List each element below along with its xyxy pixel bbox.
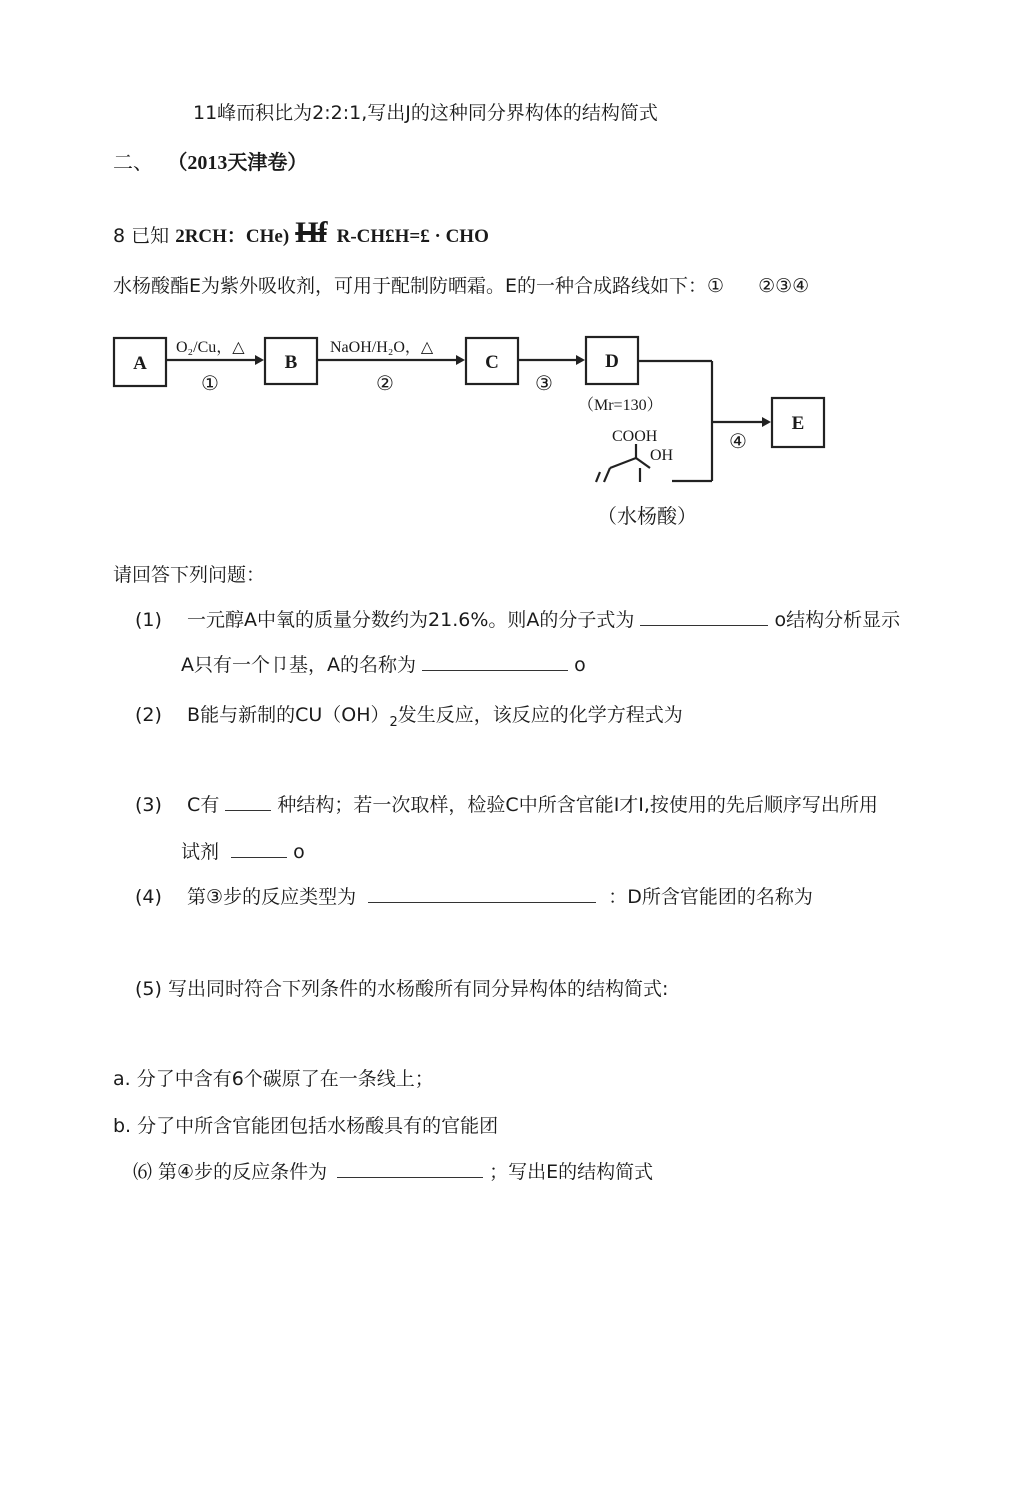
box-b-label: B: [284, 352, 298, 373]
question-4: [135, 884, 813, 910]
answer-blank-step-4-conditions[interactable]: [337, 1159, 483, 1178]
question-3-text-c: 试剂: [181, 841, 220, 863]
intro-body: 水杨酸酯E为紫外吸收剂，可用于配制防晒霜。E的一种合成路线如下：①: [113, 275, 725, 297]
question-2: [135, 702, 683, 736]
arrow-1-reagent: O₂/Cu，△: [176, 339, 245, 356]
given-formula-left: 2RCH：CHe): [175, 226, 290, 247]
intro-tail: ②③④: [758, 275, 810, 297]
arrow-4-step: ④: [729, 431, 747, 453]
question-4-text-a: 第③步的反应类型为: [187, 886, 357, 908]
answer-prompt: 请回答下列问题：: [113, 564, 266, 586]
question-1-text-a: 一元醇A中氧的质量分数约为21.6%。则A的分子式为: [187, 609, 635, 631]
question-1-text-c: A只有一个卩基，A的名称为: [181, 654, 416, 676]
section-prefix: 二、: [113, 150, 153, 174]
question-2-text-a: B能与新制的CU（OH）: [187, 704, 390, 726]
question-1-line-2: [181, 652, 586, 678]
answer-blank-reagents[interactable]: [231, 839, 287, 858]
question-4-number: (4): [135, 886, 162, 908]
box-d-label: D: [605, 351, 619, 372]
question-1-line-1: [135, 607, 900, 633]
salicylic-cooh: COOH: [612, 428, 658, 445]
question-4-text-b: ：D所含官能团的名称为: [608, 886, 813, 908]
question-6-text-a: ⑹ 第④步的反应条件为: [133, 1161, 328, 1183]
question-2-subscript: 2: [389, 715, 398, 730]
given-formula-right: R-CH£H=£ · CHO: [336, 226, 489, 247]
question-3-text-a: C有: [187, 794, 220, 816]
given-formula-garble: Hf: [295, 216, 327, 249]
condition-a: a. 分了中含有6个碳原了在一条线上；: [113, 1068, 434, 1090]
question-2-text-b: 发生反应，该反应的化学方程式为: [397, 704, 683, 726]
question-1-number: (1): [135, 609, 162, 631]
answer-blank-c-structures[interactable]: [225, 792, 271, 811]
question-8-number: 8 已知: [113, 225, 170, 247]
question-1-text-d: o: [574, 654, 586, 676]
synthesis-scheme: [0, 0, 1024, 540]
box-a-label: A: [133, 353, 147, 374]
d-molar-mass: （Mr=130）: [578, 397, 663, 414]
box-c-label: C: [485, 352, 499, 373]
question-3-text-b: 种结构；若一次取样，检验C中所含官能I才I,按使用的先后顺序写出所用: [277, 794, 878, 816]
answer-blank-a-name[interactable]: [422, 652, 568, 671]
question-5: (5) 写出同时符合下列条件的水杨酸所有同分异构体的结构简式:: [135, 978, 669, 1000]
section-title: （2013天津卷）: [167, 152, 308, 174]
answer-blank-molecular-formula[interactable]: [640, 607, 768, 626]
question-3-text-d: o: [293, 841, 305, 863]
arrow-2-reagent: NaOH/H₂O，△: [330, 339, 434, 356]
question-1-text-b: o结构分析显示: [774, 609, 901, 631]
top-line: 11峰而积比为2:2:1,写出J的这种同分界构体的结构简式: [193, 102, 658, 124]
question-3-line-2: [181, 839, 305, 865]
question-3-line-1: [135, 792, 878, 818]
box-e-label: E: [791, 413, 805, 434]
arrow-3-step: ③: [535, 373, 553, 395]
salicylic-caption: （水杨酸）: [597, 504, 697, 528]
question-2-number: (2): [135, 704, 162, 726]
arrow-1-step: ①: [201, 373, 219, 395]
question-3-number: (3): [135, 794, 162, 816]
answer-blank-reaction-type[interactable]: [368, 884, 596, 903]
question-6: [133, 1159, 653, 1185]
condition-b: b. 分了中所含官能团包括水杨酸具有的官能团: [113, 1115, 499, 1137]
arrow-2-step: ②: [376, 373, 394, 395]
salicylic-oh: OH: [650, 447, 674, 464]
question-6-text-b: ；写出E的结构简式: [489, 1161, 654, 1183]
